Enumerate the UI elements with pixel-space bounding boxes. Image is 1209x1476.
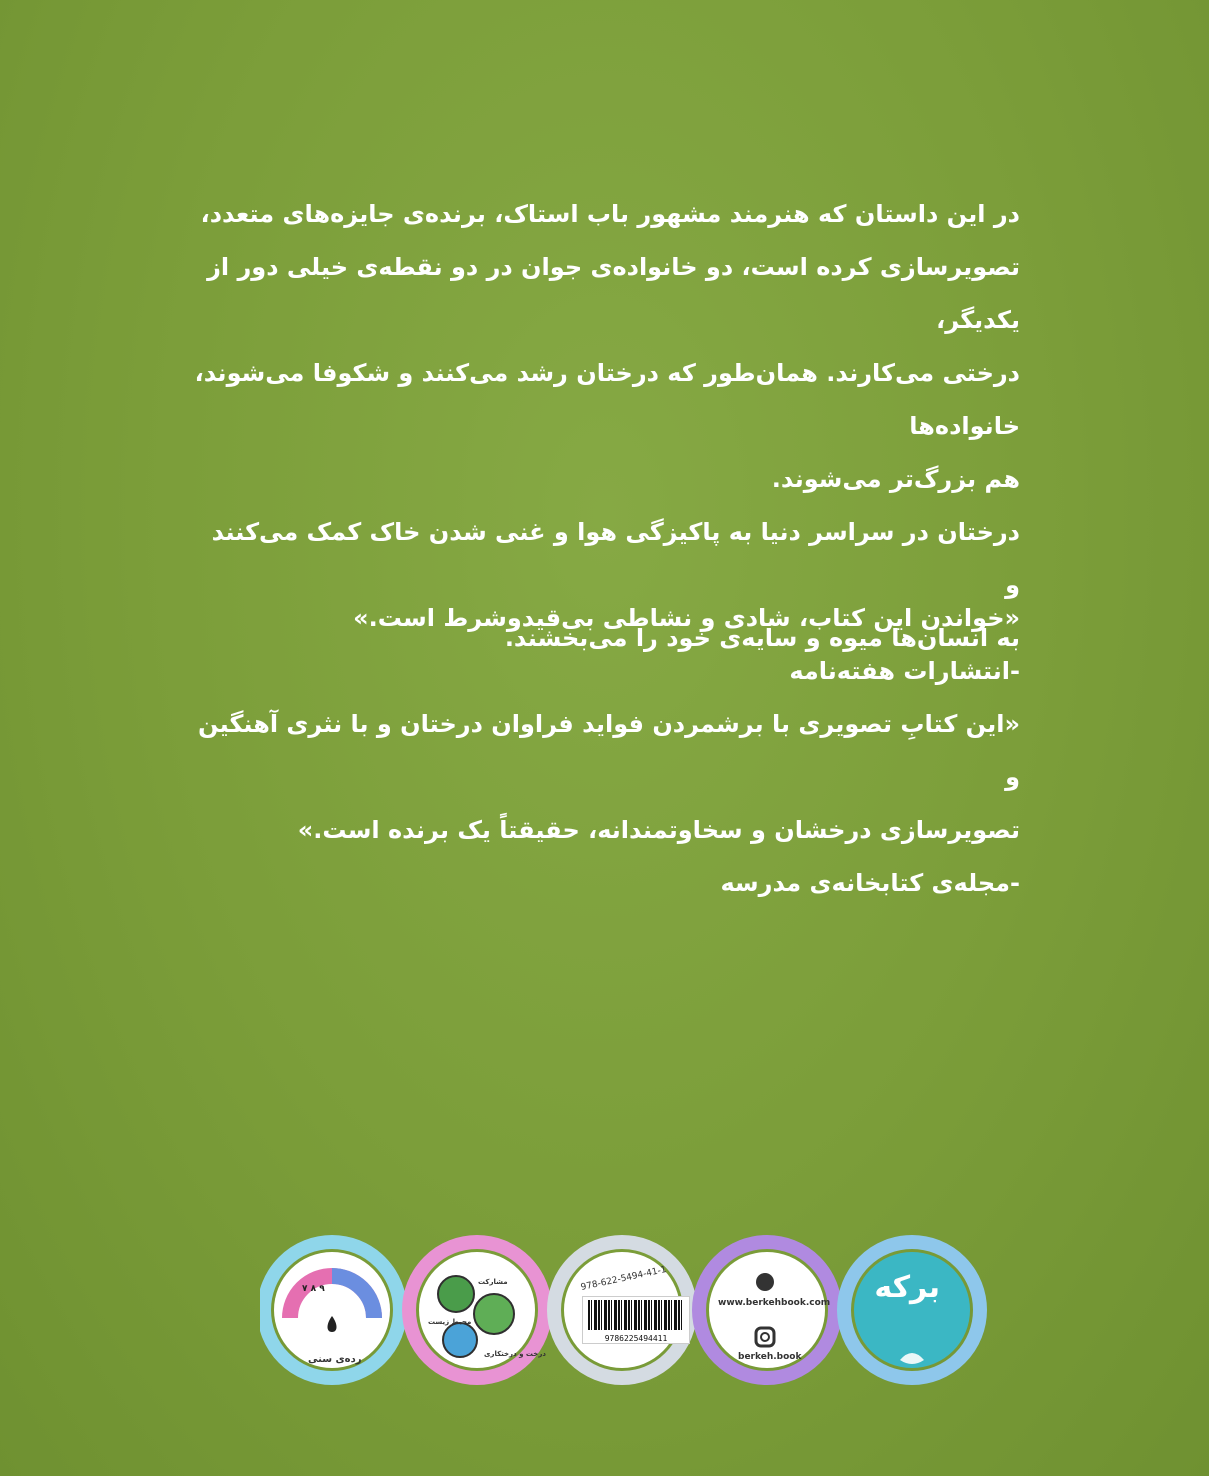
isbn-text: 978-622-5494-41-1	[579, 1265, 668, 1293]
barcode-number: 9786225494411	[604, 1334, 668, 1343]
age-label: رده‌ی سنی	[308, 1354, 362, 1365]
blurb-line: تصویرسازی کرده است، دو خانواده‌ی جوان در دو نقطه‌ی خیلی دور از یکدیگر،	[207, 253, 1020, 334]
barcode	[582, 1296, 690, 1344]
topic-label: درخت و درختکاری	[484, 1350, 546, 1358]
quote-source: -انتشارات هفته‌نامه	[789, 657, 1020, 685]
barcode-bars	[588, 1300, 684, 1330]
blurb-line: درختان در سراسر دنیا به پاکیزگی هوا و غنی شدن خاک کمک می‌کنند و	[211, 518, 1020, 599]
instagram-handle[interactable]: berkeh.book	[738, 1352, 802, 1362]
trees-icon	[474, 1294, 514, 1334]
age-number: ۹	[319, 1284, 325, 1294]
topic-label: محیط زیست	[428, 1318, 472, 1326]
blurb-line: به انسان‌ها میوه و سایه‌ی خود را می‌بخشند.	[504, 624, 1020, 652]
contact-disc	[709, 1252, 825, 1368]
website-link[interactable]: www.berkehbook.com	[718, 1298, 831, 1308]
publisher-logo: برکه	[874, 1270, 940, 1305]
blurb-line: در این داستان که هنرمند مشهور باب استاک، برنده‌ی جایزه‌های متعدد،	[200, 200, 1020, 228]
badge-strip	[260, 1210, 1000, 1410]
age-number: ۸	[310, 1284, 317, 1294]
earth-icon	[443, 1323, 477, 1357]
quote-text: «این کتابِ تصویری با برشمردن فواید فراوان درختان و با نثری آهنگین و	[198, 710, 1020, 791]
globe-icon	[756, 1273, 774, 1291]
age-numbers	[302, 1284, 325, 1294]
topic-label: مشارکت	[478, 1278, 508, 1286]
blurb-line: هم بزرگ‌تر می‌شوند.	[771, 465, 1020, 493]
review-quotes	[190, 592, 1020, 910]
quote-text: «خواندن این کتاب، شادی و نشاطی بی‌قیدوشرط است.»	[353, 604, 1020, 632]
quote-source: -مجله‌ی کتابخانه‌ی مدرسه	[720, 869, 1020, 897]
hands-icon	[438, 1276, 474, 1312]
quote-text: تصویرسازی درخشان و سخاوتمندانه، حقیقتاً یک برنده است.»	[297, 816, 1020, 844]
blurb-line: درختی می‌کارند. همان‌طور که درختان رشد می‌کنند و شکوفا می‌شوند، خانواده‌ها	[194, 359, 1020, 440]
age-number: ۷	[302, 1284, 308, 1294]
